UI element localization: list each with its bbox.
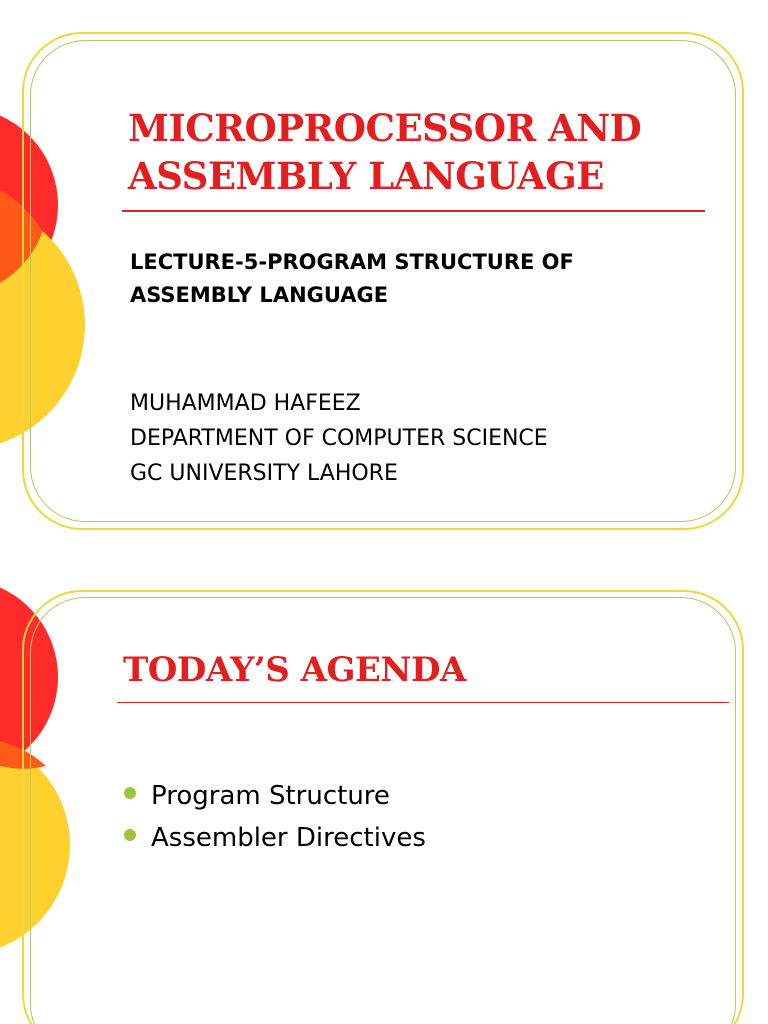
university-name: GC UNIVERSITY LAHORE (130, 461, 398, 486)
title-underline (117, 702, 729, 703)
agenda-list (122, 775, 426, 859)
agenda-item-text: Program Structure (151, 781, 390, 811)
lecture-subtitle (130, 246, 720, 312)
title-line-1: MICROPROCESSOR AND (128, 106, 642, 150)
title-line-2: ASSEMBLY LANGUAGE (128, 154, 604, 198)
agenda-slide (0, 575, 768, 1024)
bullet-dot-icon (124, 829, 136, 841)
author-name: MUHAMMAD HAFEEZ (130, 391, 361, 416)
bullet-dot-icon (124, 787, 136, 799)
department-name: DEPARTMENT OF COMPUTER SCIENCE (130, 426, 548, 451)
slide-title: TODAY’S AGENDA (123, 650, 466, 690)
title-underline (122, 210, 705, 212)
slide-title (128, 104, 728, 200)
list-item (122, 775, 426, 817)
list-item (122, 817, 426, 859)
agenda-item-text: Assembler Directives (151, 823, 426, 853)
subtitle-line-1: LECTURE-5-PROGRAM STRUCTURE OF (130, 250, 574, 274)
subtitle-line-2: ASSEMBLY LANGUAGE (130, 283, 389, 307)
author-block (130, 386, 730, 491)
